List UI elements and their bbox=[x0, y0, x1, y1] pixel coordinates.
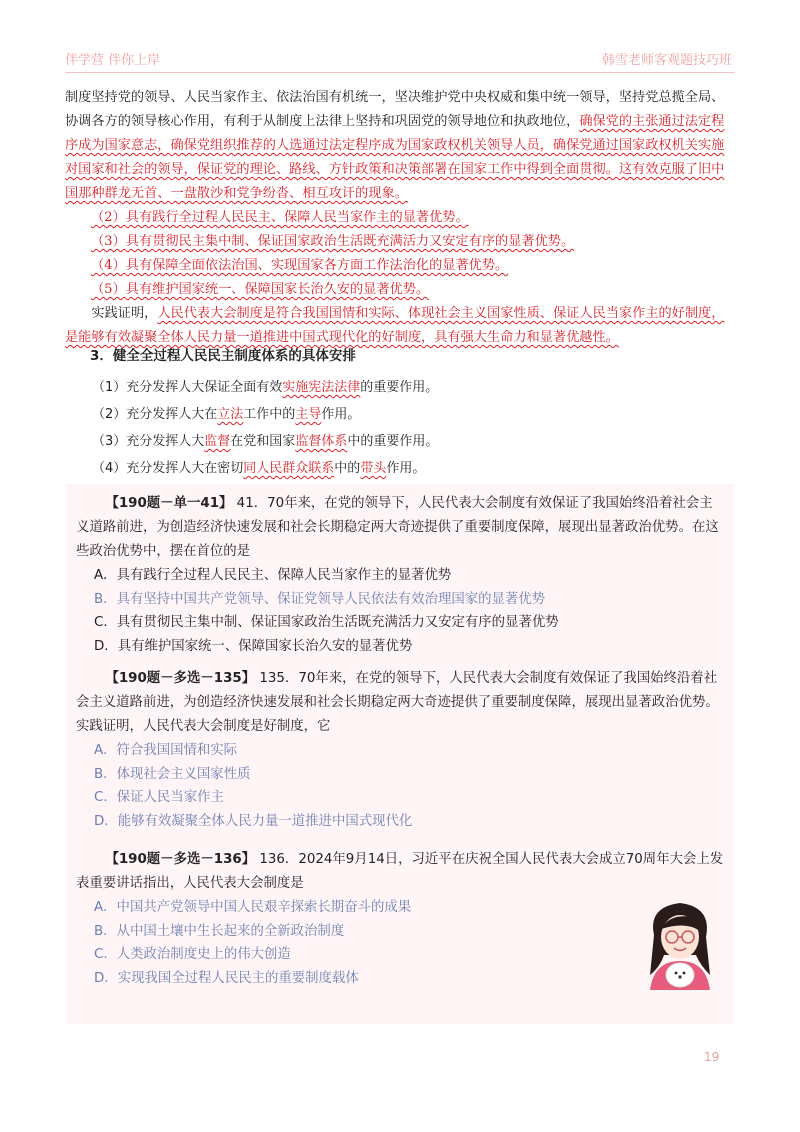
section-3-item-4 bbox=[92, 457, 438, 481]
option-a[interactable]: A．具有践行全过程人民民主、保障人民当家作主的显著优势 bbox=[94, 568, 452, 583]
section-3-heading: 3．健全全过程人民民主制度体系的具体安排 bbox=[90, 348, 356, 364]
advantage-3: （3）具有贯彻民主集中制、保证国家政治生活既充满活力又安定有序的显著优势。 bbox=[91, 234, 575, 249]
option-d[interactable]: D．能够有效凝聚全体人民力量一道推进中国式现代化 bbox=[94, 813, 413, 829]
item-text: 作用。 bbox=[386, 461, 426, 476]
advantage-2: （2）具有践行全过程人民民主、保障人民当家作主的显著优势。 bbox=[91, 210, 469, 225]
question-text: 136．2024年9月14日，习近平在庆祝全国人民代表大会成立70周年大会上发表重要讲话指出，人民代表大会制度是 bbox=[76, 852, 724, 891]
item-key: 立法 bbox=[217, 407, 244, 422]
practice-lead: 实践证明， bbox=[91, 306, 158, 321]
practice-paragraph bbox=[65, 302, 737, 350]
option-d[interactable]: D．具有维护国家统一、保障国家长治久安的显著优势 bbox=[94, 638, 413, 654]
item-text: 的重要作用。 bbox=[360, 380, 439, 395]
question-tag: 【190题－多选－136】 bbox=[105, 852, 256, 867]
section-3-item-2 bbox=[92, 403, 438, 427]
question-135 bbox=[66, 667, 734, 833]
question-tag: 【190题－多选－135】 bbox=[105, 671, 256, 686]
option-b[interactable]: B．体现社会主义国家性质 bbox=[94, 766, 251, 782]
item-text: 在党和国家 bbox=[230, 434, 296, 449]
item-text: （2）充分发挥人大在 bbox=[92, 407, 218, 422]
question-tag: 【190题－单一41】 bbox=[105, 496, 233, 511]
intro-block bbox=[65, 86, 737, 350]
intro-black-text: 制度坚持党的领导、人民当家作主、依法治国有机统一，坚决维护党中央权威和集中统一领导，坚持党总揽全局、协调各方的领导核心作用，有利于从制度上法律上坚持和巩固党的领导地位和执政地位， bbox=[65, 90, 725, 129]
question-136 bbox=[66, 848, 734, 990]
item-text: 工作中的 bbox=[243, 407, 296, 422]
item-text: （1）充分发挥人大保证全面有效 bbox=[92, 380, 283, 395]
question-stem bbox=[66, 667, 734, 739]
item-key: 实施宪法法律 bbox=[282, 380, 361, 395]
section-3-list bbox=[92, 376, 438, 484]
option-d[interactable]: D．实现我国全过程人民民主的重要制度载体 bbox=[94, 970, 359, 986]
question-text: 135．70年来，在党的领导下，人民代表大会制度有效保证了我国始终沿着社会主义道路前进，为创造经济快速发展和社会长期稳定两大奇迹提供了重要制度保障，展现出显著政治优势。实践证明，人民代表大会制度是好制度，它 bbox=[76, 671, 719, 734]
item-text: 中的重要作用。 bbox=[347, 434, 439, 449]
item-key: 主导 bbox=[295, 407, 322, 422]
item-text: （4）充分发挥人大在密切 bbox=[92, 461, 244, 476]
teacher-avatar-icon bbox=[640, 895, 720, 990]
option-b[interactable]: B．具有坚持中国共产党领导、保证党领导人民依法有效治理国家的显著优势 bbox=[94, 591, 546, 607]
intro-paragraph bbox=[65, 86, 737, 206]
option-a[interactable]: A．符合我国国情和实际 bbox=[94, 743, 238, 758]
option-c[interactable]: C．具有贯彻民主集中制、保证国家政治生活既充满活力又安定有序的显著优势 bbox=[94, 615, 559, 630]
option-c[interactable]: C．人类政治制度史上的伟大创造 bbox=[94, 947, 291, 962]
question-stem bbox=[66, 848, 734, 896]
item-text: 中的 bbox=[334, 461, 361, 476]
header-right: 韩雪老师客观题技巧班 bbox=[601, 53, 732, 68]
item-key: 监督体系 bbox=[295, 434, 348, 449]
section-3-item-3 bbox=[92, 430, 438, 454]
item-key: 带头 bbox=[360, 461, 387, 476]
item-key: 同人民群众联系 bbox=[243, 461, 335, 476]
header-left: 伴学营 伴你上岸 bbox=[65, 53, 161, 68]
advantage-4: （4）具有保障全面依法治国、实现国家各方面工作法治化的显著优势。 bbox=[91, 258, 509, 273]
practice-red: 人民代表大会制度是符合我国国情和实际、体现社会主义国家性质、保证人民当家作主的好制度，是能够有效凝聚全体人民力量一道推进中国式现代化的好制度，具有强大生命力和显著优越性。 bbox=[65, 306, 725, 345]
advantage-5: （5）具有维护国家统一、保障国家长治久安的显著优势。 bbox=[91, 282, 430, 297]
option-a[interactable]: A．中国共产党领导中国人民艰辛探索长期奋斗的成果 bbox=[94, 900, 412, 915]
question-stem bbox=[66, 492, 734, 564]
option-b[interactable]: B．从中国土壤中生长起来的全新政治制度 bbox=[94, 923, 345, 939]
section-3-item-1 bbox=[92, 376, 438, 400]
item-text: 作用。 bbox=[321, 407, 361, 422]
question-text: 41．70年来，在党的领导下，人民代表大会制度有效保证了我国始终沿着社会主义道路前进，为创造经济快速发展和社会长期稳定两大奇迹提供了重要制度保障，展现出显著政治优势。在这些政治优势中，摆在首位的是 bbox=[76, 496, 719, 559]
item-text: （3）充分发挥人大 bbox=[92, 434, 205, 449]
header-divider bbox=[65, 72, 735, 73]
page-number: 19 bbox=[704, 1050, 720, 1064]
question-41 bbox=[66, 492, 734, 658]
option-c[interactable]: C．保证人民当家作主 bbox=[94, 790, 224, 805]
intro-red-text: 确保党的主张通过法定程序成为国家意志，确保党组织推荐的人选通过法定程序成为国家政权机关领导人员，确保党通过国家政权机关实施对国家和社会的领导，保证党的理论、路线、方针政策和决策部署在国家工作中得到全面贯彻。这有效克服了旧中国那种群龙无首、一盘散沙和党争纷沓、相互攻讦的现象。 bbox=[65, 114, 725, 201]
item-key: 监督 bbox=[204, 434, 231, 449]
